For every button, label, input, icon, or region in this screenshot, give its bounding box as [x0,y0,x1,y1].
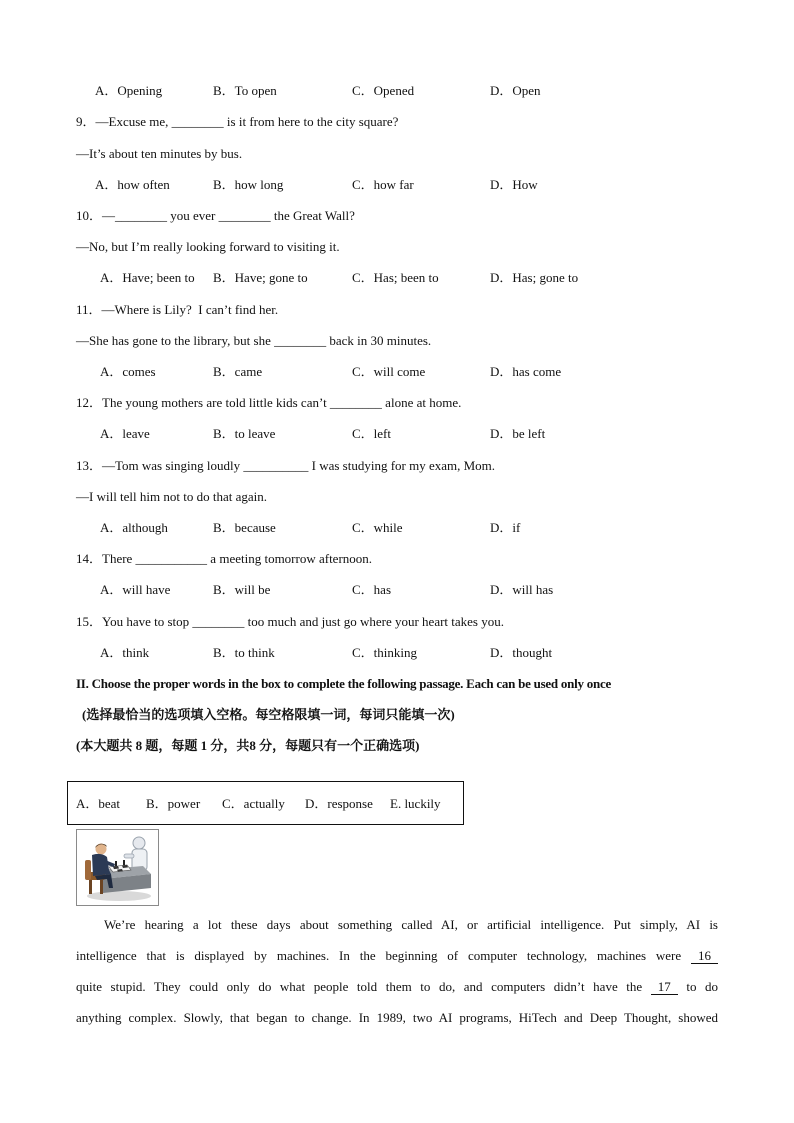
passage-line-1 [104,916,718,934]
q14-option-b: B．will be [213,582,271,597]
q13-response: —I will tell him not to do that again. [76,489,268,504]
q14-option-c: C．has [352,582,392,597]
q9-option-b: B．how long [213,177,284,192]
q9-options [0,176,794,194]
q9-option-a: A．how often [95,177,170,192]
word-option-d: D．response [305,796,373,811]
q8-options [0,82,794,100]
q11-option-d: D．has come [490,364,562,379]
q9-response: —It’s about ten minutes by bus. [76,146,243,161]
q12-option-b: B．to leave [213,426,276,441]
q8-option-c: C．Opened [352,83,415,98]
q12-options [0,425,794,443]
section2-note-cn: (本大题共 8 题，每题 1 分，共8 分，每题只有一个正确选项) [76,738,420,753]
blank-16[interactable]: 16 [691,949,718,964]
q14-option-d: D．will has [490,582,554,597]
q14-stem: 14．There ___________ a meeting tomorrow afternoon. [76,551,373,566]
q13-stem: 13．—Tom was singing loudly __________ I was studying for my exam, Mom. [76,458,496,473]
word-box [67,781,464,825]
q13-option-d: D．if [490,520,521,535]
word-option-c: C．actually [222,796,285,811]
passage-line-2 [76,947,718,965]
word-option-b: B．power [146,796,201,811]
q13-options [0,519,794,537]
robot-head [133,837,145,849]
section2-instruction-cn: (选择最恰当的选项填入空格。每空格限填一词，每词只能填一次) [82,707,455,722]
q8-option-a: A．Opening [95,83,163,98]
q11-option-a: A．comes [100,364,156,379]
q9-option-c: C．how far [352,177,414,192]
q9-stem: 9．—Excuse me, ________ is it from here to the city square? [76,114,399,129]
passage-text: We’re hearing a lot these days about something called AI, or artificial intelligence. Put simply, AI is [104,917,718,932]
chess-piece [115,861,117,866]
passage-text: to do [686,979,719,994]
q14-options [0,581,794,599]
passage-text: quite stupid. They could only do what people told them to do, and computers didn’t have the [76,979,643,994]
q11-options [0,363,794,381]
blank-17[interactable]: 17 [651,980,678,995]
q12-option-c: C．left [352,426,391,441]
q15-option-b: B．to think [213,645,275,660]
q13-option-a: A．although [100,520,168,535]
q11-response: —She has gone to the library, but she ________ back in 30 minutes. [76,333,432,348]
chair-leg [100,880,103,894]
chair-back [85,860,91,880]
q15-option-d: D．thought [490,645,553,660]
q8-option-d: D．Open [490,83,541,98]
passage-line-4 [76,1009,718,1027]
passage-line-3 [76,978,718,996]
q15-stem: 15．You have to stop ________ too much and just go where your heart takes you. [76,614,504,629]
q12-option-a: A．leave [100,426,150,441]
word-option-a: A．beat [76,796,121,811]
chess-player-vs-robot-icon [76,829,159,906]
q12-stem: 12．The young mothers are told little kids can’t ________ alone at home. [76,395,462,410]
chair-leg [89,880,92,894]
q11-option-c: C．will come [352,364,426,379]
word-option-e: E. luckily [390,796,441,811]
q8-option-b: B．To open [213,83,277,98]
q12-option-d: D．be left [490,426,546,441]
q10-option-d: D．Has; gone to [490,270,579,285]
q15-options [0,644,794,662]
q11-option-b: B．came [213,364,263,379]
q10-options [0,269,794,287]
floor-shadow [87,891,151,901]
q9-option-d: D．How [490,177,538,192]
q10-response: —No, but I’m really looking forward to visiting it. [76,239,340,254]
q15-option-a: A．think [100,645,150,660]
q10-option-b: B．Have; gone to [213,270,308,285]
q10-option-c: C．Has; been to [352,270,439,285]
chess-piece [123,860,125,865]
passage-text: intelligence that is displayed by machines. In the beginning of computer technology, machines were [76,948,682,963]
q13-option-c: C．while [352,520,403,535]
q13-option-b: B．because [213,520,276,535]
q10-option-a: A．Have; been to [100,270,195,285]
q11-stem: 11．—Where is Lily? I can’t find her. [76,302,279,317]
q15-option-c: C．thinking [352,645,418,660]
section2-heading: II. Choose the proper words in the box to complete the following passage. Each can be used only once [76,676,611,691]
passage-text: anything complex. Slowly, that began to change. In 1989, two AI programs, HiTech and Deep Thought, showed [76,1010,718,1025]
q10-stem: 10．—________ you ever ________ the Great Wall? [76,208,355,223]
chess-illustration [77,830,158,905]
robot-arm [124,854,134,858]
q14-option-a: A．will have [100,582,171,597]
